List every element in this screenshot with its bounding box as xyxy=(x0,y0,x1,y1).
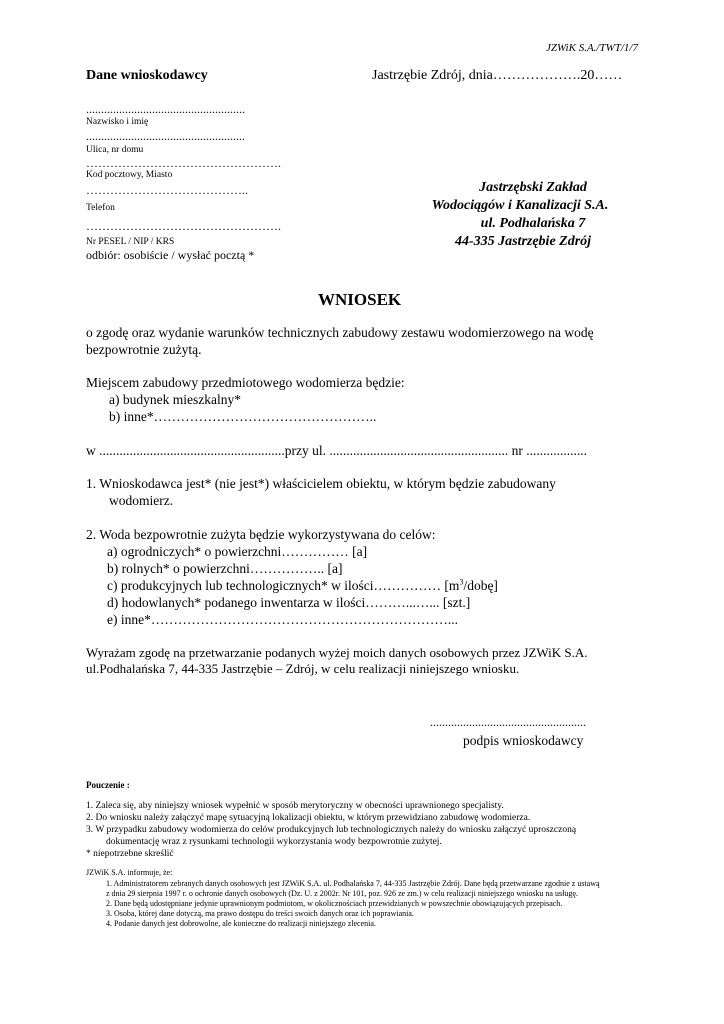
use-option-d[interactable]: d) hodowlanych* podanego inwentarza w ilości………...…... [szt.] xyxy=(107,595,471,610)
signature-label: podpis wnioskodawcy xyxy=(463,733,584,748)
street-field[interactable]: ..................................................... xyxy=(86,129,245,143)
note-1: 1. Zaleca się, aby niniejszy wniosek wypełnić w sposób merytoryczny w obecności uprawnionego specjalisty. xyxy=(86,801,504,811)
applicant-heading: Dane wnioskodawcy xyxy=(86,68,208,83)
intro-line-1: o zgodę oraz wydanie warunków technicznych zabudowy zestawu wodomierzowego na wodę xyxy=(86,325,594,340)
use-option-c-text: c) produkcyjnych lub technologicznych* w ilości…………… [m xyxy=(107,578,460,593)
phone-field[interactable]: ………………………………….. xyxy=(86,183,248,197)
consent-line-2: ul.Podhalańska 7, 44-335 Jastrzębie – Zdrój, w celu realizacji niniejszego wniosku. xyxy=(86,661,520,676)
gdpr-item-1-line-1: 1. Administratorem zebranych danych osobowych jest JZWiK S.A. ul. Podhalańska 7, 44-335 Jastrzębie Zdrój. Dane będą przetwarzane zgodnie z ustawą xyxy=(106,879,600,888)
consent-line-1: Wyrażam zgodę na przetwarzanie podanych wyżej moich danych osobowych przez JZWiK S.A. xyxy=(86,645,588,660)
notes-heading: Pouczenie : xyxy=(86,780,130,790)
point-1-line-1[interactable]: 1. Wnioskodawca jest* (nie jest*) właścicielem obiektu, w którym będzie zabudowany xyxy=(86,476,556,491)
point-2-heading: 2. Woda bezpowrotnie zużyta będzie wykorzystywana do celów: xyxy=(86,527,436,542)
pesel-label: Nr PESEL / NIP / KRS xyxy=(86,237,175,247)
note-3-line-2: dokumentację wraz z rysunkami technologii wykorzystania wody bezpowrotnie zużytej. xyxy=(106,837,442,847)
recipient-line-2: Wodociągów i Kanalizacji S.A. xyxy=(431,198,609,213)
phone-label: Telefon xyxy=(86,203,115,213)
location-option-a[interactable]: a) budynek mieszkalny* xyxy=(109,392,241,407)
signature-field[interactable]: .................................................... xyxy=(430,715,586,729)
gdpr-intro: JZWiK S.A. informuje, że: xyxy=(86,868,173,877)
pesel-field[interactable]: …………………………………………. xyxy=(86,219,281,233)
use-option-b[interactable]: b) rolnych* o powierzchni…………….. [a] xyxy=(107,561,343,576)
place-date-field[interactable]: Jastrzębie Zdrój, dnia……………….20…… xyxy=(372,68,623,83)
location-option-b[interactable]: b) inne*………………………………………….. xyxy=(109,409,377,424)
use-option-e[interactable]: e) inne*…………………………………………………………... xyxy=(107,612,458,627)
document-title: WNIOSEK xyxy=(318,290,402,309)
delivery-option[interactable]: odbiór: osobiście / wysłać pocztą * xyxy=(86,248,255,262)
cubic-superscript: 3 xyxy=(459,577,464,587)
note-3-line-1: 3. W przypadku zabudowy wodomierza do celów produkcyjnych lub technologicznych należy do wniosku załączyć uproszczoną xyxy=(86,825,577,835)
recipient-line-1: Jastrzębski Zakład xyxy=(479,180,587,195)
recipient-line-4: 44-335 Jastrzębie Zdrój xyxy=(454,234,592,249)
name-field[interactable]: ..................................................... xyxy=(86,102,245,116)
use-option-c[interactable] xyxy=(107,578,498,594)
postal-field[interactable]: …………………………………………. xyxy=(86,156,281,170)
intro-line-2: bezpowrotnie zużytą. xyxy=(86,342,202,357)
footnote: * niepotrzebne skreślić xyxy=(86,849,174,859)
point-1-line-2: wodomierz. xyxy=(109,493,174,508)
use-option-a[interactable]: a) ogrodniczych* o powierzchni…………… [a] xyxy=(107,544,368,559)
postal-label: Kod pocztowy, Miasto xyxy=(86,170,173,180)
gdpr-item-4: 4. Podanie danych jest dobrowolne, ale konieczne do realizacji niniejszego zlecenia. xyxy=(106,919,376,928)
gdpr-item-3: 3. Osoba, której dane dotyczą, ma prawo dostępu do treści swoich danych oraz ich poprawiania. xyxy=(106,909,414,918)
use-option-c-unit: /dobę] xyxy=(463,578,498,593)
street-label: Ulica, nr domu xyxy=(86,145,144,155)
address-line[interactable]: w .......................................................przy ul. ..................................................... nr .................. xyxy=(86,443,587,458)
location-heading: Miejscem zabudowy przedmiotowego wodomierza będzie: xyxy=(86,375,405,390)
document-reference: JZWiK S.A./TWT/1/7 xyxy=(546,42,638,54)
note-2: 2. Do wniosku należy załączyć mapę sytuacyjną lokalizacji obiektu, w którym przewidziano zabudowę wodomierza. xyxy=(86,813,531,823)
name-label: Nazwisko i imię xyxy=(86,117,149,127)
gdpr-item-1-line-2: z dnia 29 sierpnia 1997 r. o ochronie danych osobowych (Dz. U. z 2002r. Nr 101, poz. 926 ze zm.) w celu realizacji niniejszego wniosku na usługę. xyxy=(106,889,578,898)
gdpr-item-2: 2. Dane będą udostępniane jedynie uprawnionym podmiotom, w okolicznościach przewidzianych w powszechnie obowiązujących przepisach. xyxy=(106,899,563,908)
recipient-line-3: ul. Podhalańska 7 xyxy=(480,216,586,231)
